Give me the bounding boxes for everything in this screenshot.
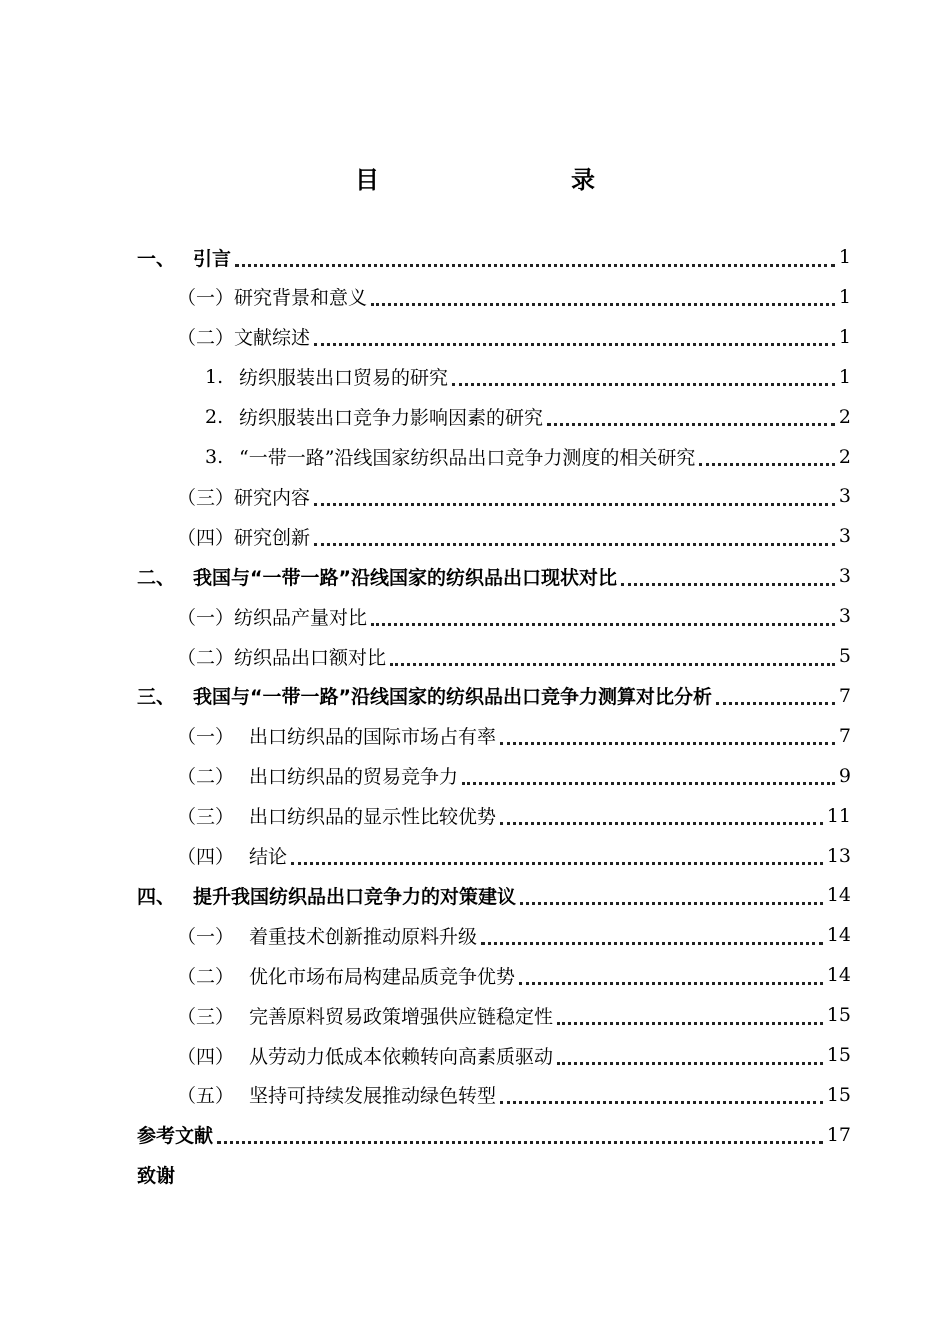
toc-entry-title: 研究背景和意义	[234, 287, 368, 310]
toc-entry-number: （二）	[177, 766, 235, 789]
toc-entry[interactable]	[0, 282, 950, 312]
toc-page-number: 7	[838, 684, 851, 707]
toc-entry-number: （四）	[177, 846, 235, 868]
toc-page-number: 9	[838, 764, 851, 787]
toc-entry-number: 3.	[205, 445, 224, 468]
toc-dot-leader	[314, 483, 835, 506]
toc-entry-inner	[177, 601, 851, 631]
toc-entry-inner	[177, 920, 851, 950]
toc-entry-number: （二）	[177, 327, 235, 350]
toc-entry-inner	[177, 1040, 851, 1070]
toc-entry-number: 三、	[137, 686, 176, 709]
toc-dot-leader	[291, 842, 823, 865]
toc-entry-number: （二）	[177, 965, 235, 988]
toc-dot-leader	[547, 403, 835, 426]
toc-dot-leader	[371, 283, 835, 306]
toc-entry-number: （一）	[177, 726, 235, 749]
toc-dot-leader	[371, 603, 835, 626]
toc-entry-title: 研究内容	[234, 486, 311, 509]
toc-dot-leader	[520, 882, 823, 905]
toc-entry[interactable]	[0, 960, 950, 990]
toc-page-number: 1	[838, 365, 851, 388]
toc-entry[interactable]	[0, 641, 950, 671]
toc-page-number: 13	[826, 844, 851, 867]
toc-entry-title: 优化市场布局构建品质竞争优势	[249, 965, 516, 988]
toc-entry-title: 出口纺织品的国际市场占有率	[249, 726, 497, 749]
toc-entry[interactable]	[0, 1000, 950, 1030]
toc-entry-title: 出口纺织品的贸易竞争力	[249, 766, 459, 789]
toc-dot-leader	[390, 643, 835, 666]
toc-entry-title: 着重技术创新推动原料升级	[249, 925, 478, 948]
toc-entry[interactable]	[0, 761, 950, 791]
toc-entry-inner	[137, 1160, 851, 1190]
toc-entry[interactable]	[0, 801, 950, 831]
toc-entry-number: （四）	[177, 1045, 235, 1068]
toc-entry-title: 坚持可持续发展推动绿色转型	[249, 1085, 497, 1108]
toc-entry-number: 二、	[137, 566, 176, 589]
toc-entry-title: 文献综述	[234, 327, 311, 350]
toc-entry-title: 致谢	[137, 1165, 176, 1188]
toc-entry-inner	[177, 960, 851, 990]
toc-dot-leader	[217, 1121, 823, 1144]
toc-entry[interactable]	[0, 920, 950, 950]
toc-entry-title: 我国与“一带一路”沿线国家的纺织品出口竞争力测算对比分析	[193, 686, 712, 709]
toc-entry-inner	[205, 402, 851, 432]
toc-page-number: 3	[838, 605, 851, 628]
toc-entry[interactable]	[0, 442, 950, 472]
toc-page-number: 1	[838, 285, 851, 308]
toc-entry[interactable]	[0, 1120, 950, 1150]
toc-entry-title: 结论	[249, 846, 288, 868]
toc-entry-number: 1.	[205, 365, 224, 388]
toc-entry[interactable]	[0, 561, 950, 591]
toc-page-number: 15	[826, 1083, 851, 1106]
toc-title: 目 录	[355, 166, 643, 194]
toc-dot-leader	[557, 1002, 823, 1025]
toc-dot-leader	[621, 563, 835, 586]
toc-entry[interactable]	[0, 880, 950, 910]
toc-dot-leader	[557, 1042, 823, 1065]
toc-dot-leader	[481, 922, 823, 945]
toc-entry-inner	[177, 761, 851, 791]
toc-entry-number: （三）	[177, 486, 235, 509]
toc-entry[interactable]	[0, 841, 950, 871]
toc-entry-inner	[205, 362, 851, 392]
toc-entry-number: 四、	[137, 885, 176, 908]
toc-dot-leader	[452, 363, 835, 386]
toc-entry-number: （五）	[177, 1085, 235, 1108]
toc-entry-number: （一）	[177, 925, 235, 948]
toc-dot-leader	[500, 802, 823, 825]
toc-entry-inner	[205, 442, 851, 472]
toc-entry-number: （四）	[177, 526, 235, 549]
toc-entry[interactable]	[0, 481, 950, 511]
toc-entry-title: 从劳动力低成本依赖转向高素质驱动	[249, 1045, 554, 1068]
toc-entry[interactable]	[0, 601, 950, 631]
toc-entry-title: “一带一路”沿线国家纺织品出口竞争力测度的相关研究	[239, 447, 696, 469]
toc-entry-inner	[177, 801, 851, 831]
toc-entry-number: 一、	[137, 247, 176, 270]
toc-entry-inner	[137, 242, 851, 272]
toc-dot-leader	[500, 722, 835, 745]
toc-dot-leader	[235, 244, 835, 267]
toc-entry-number: （一）	[177, 287, 235, 310]
toc-entry-inner	[177, 1000, 851, 1030]
toc-page-number: 15	[826, 1004, 851, 1027]
toc-page-number: 14	[826, 924, 851, 947]
toc-entry-title: 参考文献	[137, 1125, 214, 1148]
toc-entry-inner	[137, 681, 851, 711]
toc-page-number: 1	[838, 325, 851, 348]
toc-entry-number: （一）	[177, 606, 235, 629]
toc-entry-title: 完善原料贸易政策增强供应链稳定性	[249, 1005, 554, 1028]
toc-dot-leader	[699, 443, 834, 466]
toc-entry[interactable]	[0, 1080, 950, 1110]
toc-entry-inner	[177, 521, 851, 551]
toc-entry[interactable]	[0, 322, 950, 352]
toc-entry-inner	[137, 1120, 851, 1150]
toc-entry-title: 纺织品产量对比	[234, 606, 368, 629]
toc-entry[interactable]	[0, 1160, 950, 1190]
toc-dot-leader	[716, 682, 835, 705]
toc-page-number: 15	[826, 1044, 851, 1066]
toc-entry-inner	[177, 481, 851, 511]
toc-entry[interactable]	[0, 362, 950, 392]
toc-entry-title: 研究创新	[234, 526, 311, 549]
toc-page-number: 2	[838, 405, 851, 428]
toc-entry[interactable]	[0, 521, 950, 551]
toc-entry-number: 2.	[205, 405, 224, 428]
toc-page-number: 2	[838, 445, 851, 468]
toc-entry[interactable]	[0, 681, 950, 711]
toc-page-number: 11	[826, 804, 851, 827]
toc-entry-inner	[177, 322, 851, 352]
toc-page-number: 1	[838, 246, 851, 268]
toc-page-number: 7	[838, 724, 851, 747]
toc-entry-inner	[137, 880, 851, 910]
toc-entry-inner	[177, 721, 851, 751]
toc-page-number: 3	[838, 565, 851, 588]
toc-entry-title: 纺织服装出口贸易的研究	[239, 367, 449, 390]
toc-page-number: 3	[838, 525, 851, 548]
toc-entry[interactable]	[0, 721, 950, 751]
toc-entry-inner	[137, 561, 851, 591]
toc-entry[interactable]	[0, 242, 950, 272]
toc-entry-number: （三）	[177, 806, 235, 829]
toc-entry-inner	[177, 282, 851, 312]
toc-page-number: 14	[826, 884, 851, 907]
toc-dot-leader	[500, 1081, 823, 1104]
toc-entry-number: （三）	[177, 1005, 235, 1028]
toc-page-number: 17	[826, 1123, 851, 1146]
toc-entry-title: 纺织品出口额对比	[234, 646, 387, 669]
toc-entry[interactable]	[0, 1040, 950, 1070]
toc-entry-inner	[177, 641, 851, 671]
toc-entry-inner	[177, 841, 851, 871]
toc-entry[interactable]	[0, 402, 950, 432]
toc-dot-leader	[462, 762, 835, 785]
toc-entry-title: 纺织服装出口竞争力影响因素的研究	[239, 407, 544, 430]
toc-entry-number: （二）	[177, 646, 235, 669]
toc-entry-inner	[177, 1080, 851, 1110]
toc-entry-title: 引言	[193, 247, 232, 270]
toc-entry-title: 提升我国纺织品出口竞争力的对策建议	[193, 885, 517, 908]
toc-dot-leader	[519, 962, 823, 985]
toc-page-number: 14	[826, 964, 851, 987]
toc-entry-title: 出口纺织品的显示性比较优势	[249, 806, 497, 829]
toc-dot-leader	[314, 523, 835, 546]
toc-entry-title: 我国与“一带一路”沿线国家的纺织品出口现状对比	[193, 566, 617, 589]
toc-page-number: 3	[838, 485, 851, 508]
toc-page-number: 5	[838, 645, 851, 667]
toc-dot-leader	[314, 323, 835, 346]
